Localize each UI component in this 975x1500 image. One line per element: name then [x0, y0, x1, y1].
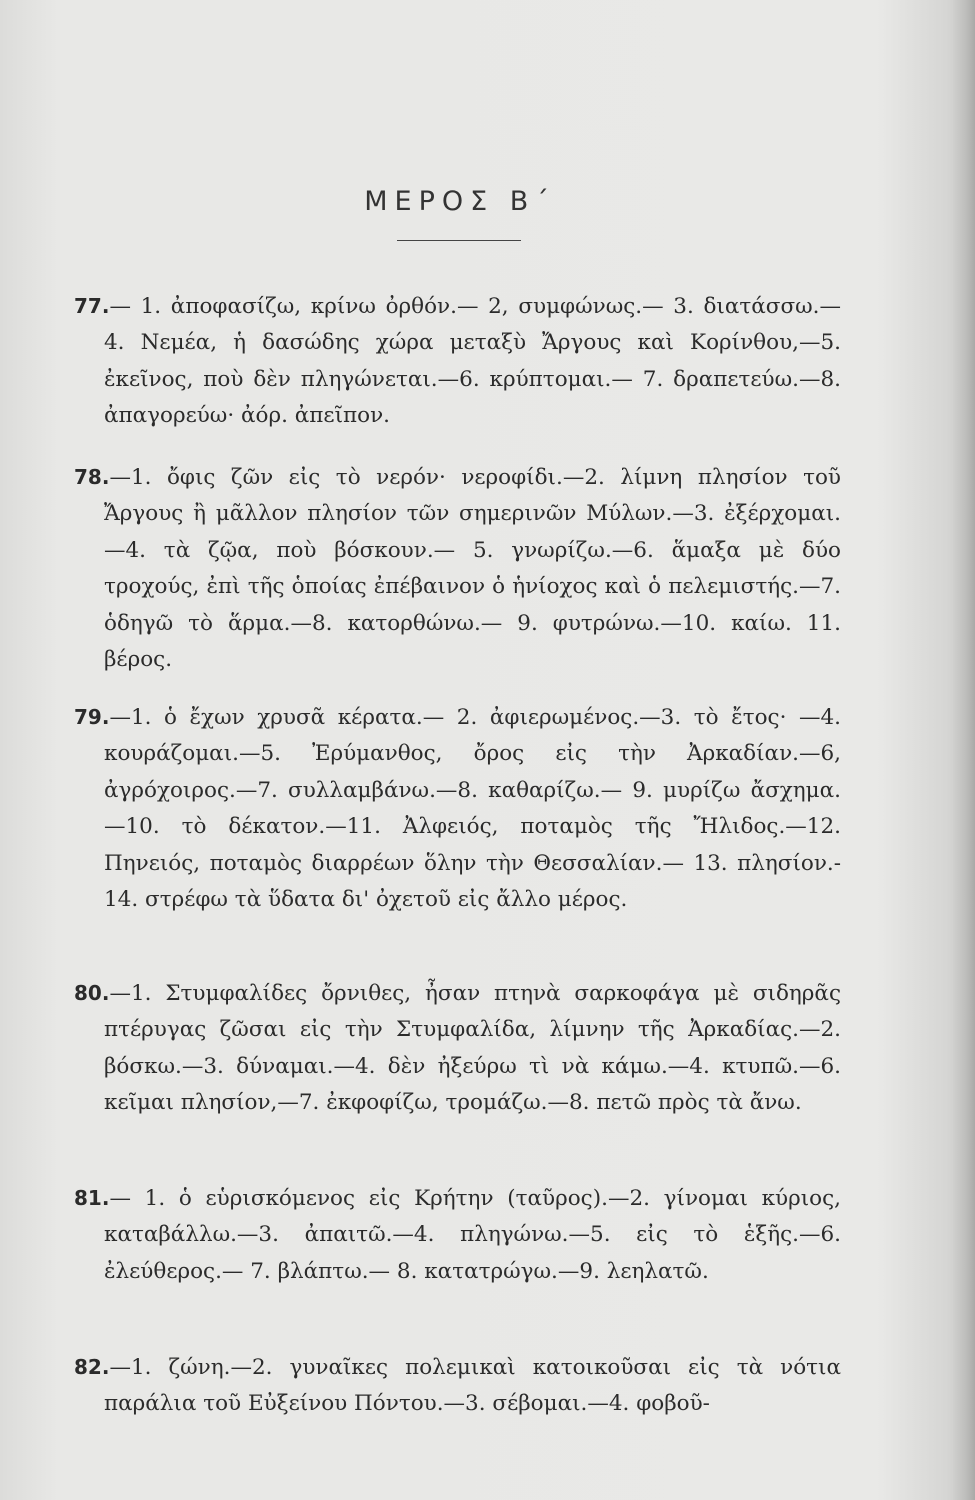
entry-number: 81. — [74, 1185, 110, 1210]
entry-78 — [74, 459, 841, 679]
heading-rule — [397, 240, 521, 241]
entry-number: 78. — [74, 464, 110, 489]
entry-text: —1. ὁ ἔχων χρυσᾶ κέρατα.— 2. ἀφιερωμένος.—3. τὸ ἔτος· —4. κουράζομαι.—5. Ἐρύμανθος, ὄρος εἰς τὴν Ἀρκαδίαν.—6, ἀγρόχοιρος.—7. συλλαμβάνω.—8. καθαρίζω.— 9. μυρίζω ἄσχημα.—10. τὸ δέκατον.—11. Ἀλφειός, ποταμὸς τῆς Ἤλιδος.—12. Πηνειός, ποταμὸς διαρρέων ὅλην τὴν Θεσσαλίαν.— 13. πλησίον.- 14. στρέφω τὰ ὕδατα δι' ὀχετοῦ εἰς ἄλλο μέρος. — [104, 704, 841, 912]
entry-number: 79. — [74, 704, 110, 729]
entry-text: —1. Στυμφαλίδες ὄρνιθες, ἦσαν πτηνὰ σαρκοφάγα μὲ σιδηρᾶς πτέρυγας ζῶσαι εἰς τὴν Στυμφαλίδα, λίμνην τῆς Ἀρκαδίας.—2. βόσκω.—3. δύναμαι.—4. δὲν ἠξεύρω τὶ νὰ κάμω.—4. κτυπῶ.—6. κεῖμαι πλησίον,—7. ἐκφοφίζω, τρομάζω.—8. πετῶ πρὸς τὰ ἄνω. — [104, 980, 841, 1115]
entry-text: —1. ὄφις ζῶν εἰς τὸ νερόν· νεροφίδι.—2. λίμνη πλησίον τοῦ Ἄργους ἢ μᾶλλον πλησίον τῶν σημερινῶν Μύλων.—3. ἐξέρχομαι.—4. τὰ ζῷα, ποὺ βόσκουν.— 5. γνωρίζω.—6. ἅμαξα μὲ δύο τροχούς, ἐπὶ τῆς ὁποίας ἐπέβαινον ὁ ἡνίοχος καὶ ὁ πελεμιστής.—7. ὁδηγῶ τὸ ἅρμα.—8. κατορθώνω.— 9. φυτρώνω.—10. καίω. 11. βέρος. — [104, 464, 841, 672]
entry-text: — 1. ἀποφασίζω, κρίνω ὀρθόν.— 2, συμφώνως.— 3. διατάσσω.— 4. Νεμέα, ἡ δασώδης χώρα μεταξὺ Ἄργους καὶ Κορίνθου,—5. ἐκεῖνος, ποὺ δὲν πληγώνεται.—6. κρύπτομαι.— 7. δραπετεύω.—8. ἀπαγορεύω· ἀόρ. ἀπεῖπον. — [104, 293, 841, 428]
entry-number: 80. — [74, 980, 110, 1005]
entry-text: —1. ζώνη.—2. γυναῖκες πολεμικαὶ κατοικοῦσαι εἰς τὰ νότια παράλια τοῦ Εὐξείνου Πόντου.—3. σέβομαι.—4. φοβοῦ- — [104, 1354, 841, 1416]
entry-81 — [74, 1180, 841, 1291]
entry-number: 82. — [74, 1354, 110, 1379]
entry-79 — [74, 699, 841, 919]
entry-number: 77. — [74, 293, 110, 318]
entry-82 — [74, 1349, 841, 1423]
entry-77 — [74, 288, 841, 435]
entry-80 — [74, 975, 841, 1122]
entry-text: — 1. ὁ εὑρισκόμενος εἰς Κρήτην (ταῦρος).—2. γίνομαι κύριος, καταβάλλω.—3. ἀπαιτῶ.—4. πληγώνω.—5. εἰς τὸ ἑξῆς.—6. ἐλεύθερος.— 7. βλάπτω.— 8. κατατρώγω.—9. λεηλατῶ. — [104, 1185, 841, 1284]
section-heading: ΜΕΡΟΣ Β΄ — [364, 186, 556, 217]
page-edge — [953, 0, 975, 1500]
